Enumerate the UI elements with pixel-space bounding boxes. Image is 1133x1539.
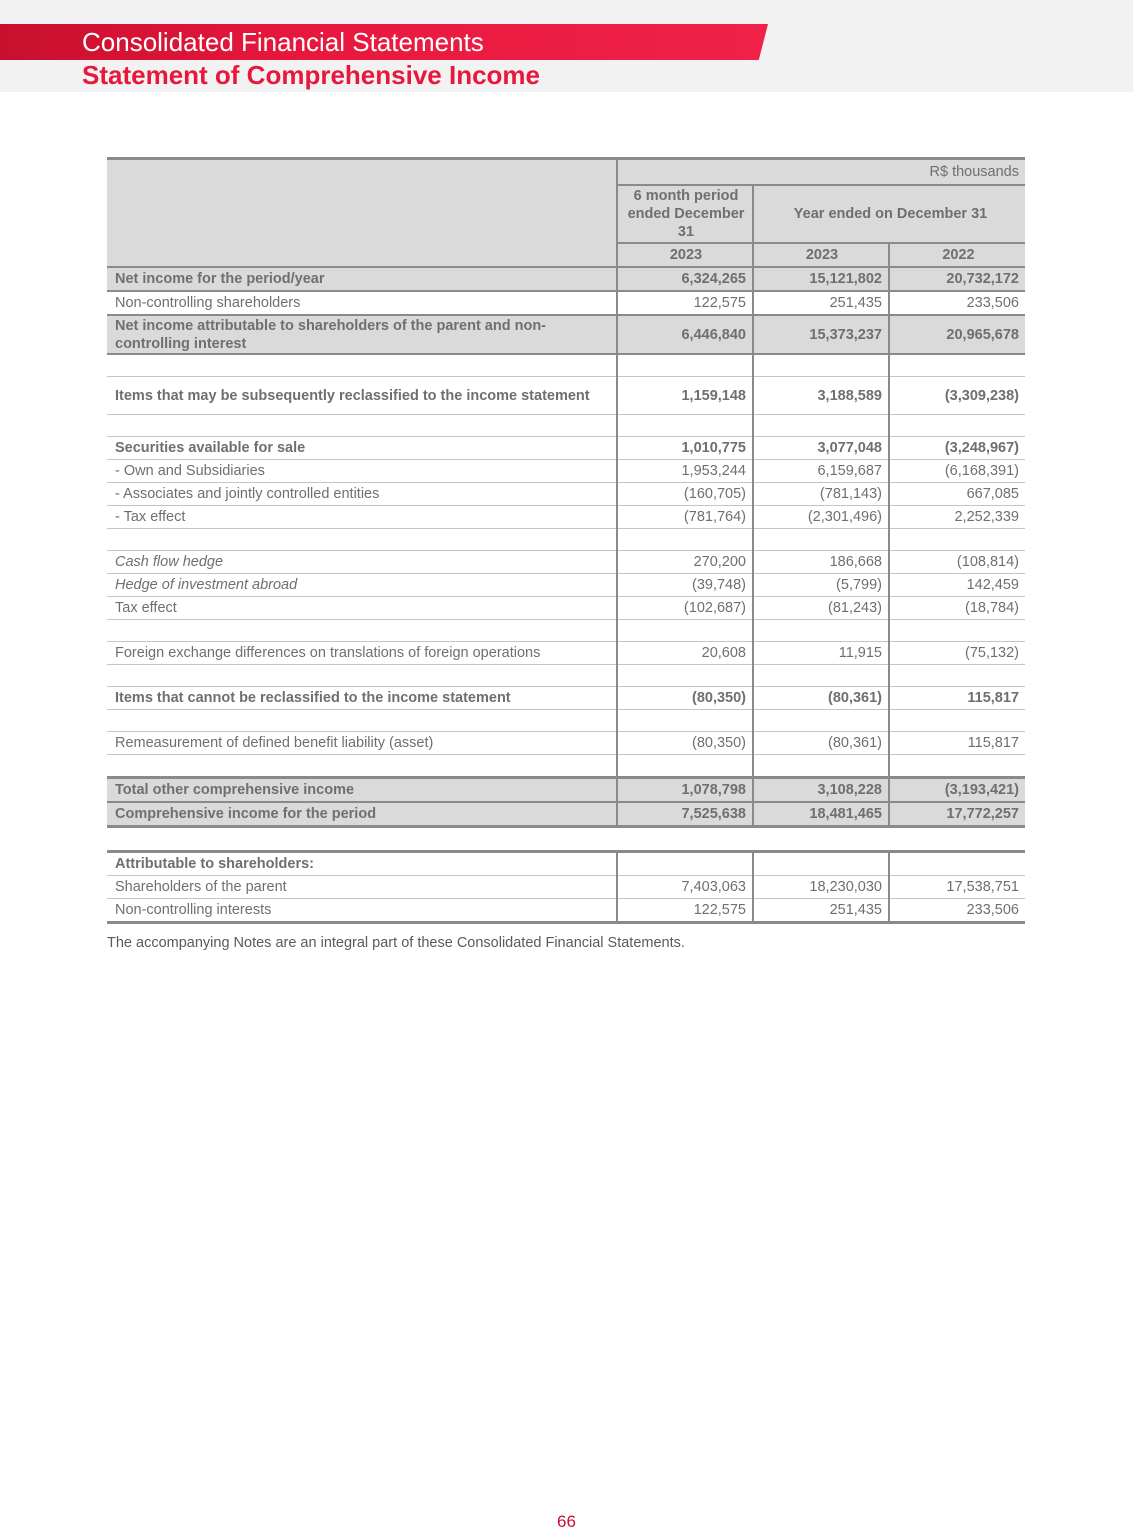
row-label: Net income for the period/year bbox=[107, 267, 617, 291]
cell-value: (781,764) bbox=[617, 506, 753, 529]
cell-value bbox=[889, 852, 1025, 876]
row-label: Shareholders of the parent bbox=[107, 876, 617, 899]
cell-value: 6,324,265 bbox=[617, 267, 753, 291]
cell-value: 1,159,148 bbox=[617, 377, 753, 415]
cell-value: 18,481,465 bbox=[753, 802, 889, 827]
cell-value: 17,538,751 bbox=[889, 876, 1025, 899]
cell-value: 270,200 bbox=[617, 551, 753, 574]
cell-value: 11,915 bbox=[753, 642, 889, 665]
col-header-6-month: 6 month period ended December 31 bbox=[617, 185, 753, 243]
cell-value: (108,814) bbox=[889, 551, 1025, 574]
row-label: Net income attributable to shareholders of the parent and non-controlling interest bbox=[107, 315, 617, 354]
spacer-row bbox=[107, 529, 1025, 551]
cell-value: (2,301,496) bbox=[753, 506, 889, 529]
unit-label: R$ thousands bbox=[617, 159, 1025, 186]
cell-value: 20,608 bbox=[617, 642, 753, 665]
cell-value: 122,575 bbox=[617, 899, 753, 923]
cell-value: 1,078,798 bbox=[617, 778, 753, 803]
cell-value: (18,784) bbox=[889, 597, 1025, 620]
cell-value: 20,965,678 bbox=[889, 315, 1025, 354]
row-label: Items that cannot be reclassified to the income statement bbox=[107, 687, 617, 710]
gap-row bbox=[107, 827, 1025, 852]
col-year-1: 2023 bbox=[617, 243, 753, 267]
cell-value bbox=[617, 852, 753, 876]
table-row bbox=[107, 483, 1025, 506]
cell-value: 1,010,775 bbox=[617, 437, 753, 460]
cell-value: 3,108,228 bbox=[753, 778, 889, 803]
row-label: Comprehensive income for the period bbox=[107, 802, 617, 827]
table-row bbox=[107, 642, 1025, 665]
col-year-2: 2023 bbox=[753, 243, 889, 267]
cell-value: (3,193,421) bbox=[889, 778, 1025, 803]
table-row bbox=[107, 460, 1025, 483]
cell-value: 233,506 bbox=[889, 899, 1025, 923]
row-label: Cash flow hedge bbox=[107, 551, 617, 574]
row-label: Hedge of investment abroad bbox=[107, 574, 617, 597]
cell-value: (160,705) bbox=[617, 483, 753, 506]
cell-value: (80,361) bbox=[753, 687, 889, 710]
cell-value: (3,248,967) bbox=[889, 437, 1025, 460]
table-row bbox=[107, 899, 1025, 923]
row-label: Foreign exchange differences on translations of foreign operations bbox=[107, 642, 617, 665]
cell-value: (781,143) bbox=[753, 483, 889, 506]
cell-value: 251,435 bbox=[753, 899, 889, 923]
cell-value: 1,953,244 bbox=[617, 460, 753, 483]
cell-value: (102,687) bbox=[617, 597, 753, 620]
row-label: Items that may be subsequently reclassified to the income statement bbox=[107, 377, 617, 415]
cell-value: 122,575 bbox=[617, 291, 753, 315]
cell-value: (5,799) bbox=[753, 574, 889, 597]
table-row bbox=[107, 291, 1025, 315]
footnote: The accompanying Notes are an integral part of these Consolidated Financial Statements. bbox=[107, 935, 685, 951]
cell-value: 7,525,638 bbox=[617, 802, 753, 827]
row-label: Securities available for sale bbox=[107, 437, 617, 460]
cell-value: (39,748) bbox=[617, 574, 753, 597]
spacer-row bbox=[107, 415, 1025, 437]
cell-value: 2,252,339 bbox=[889, 506, 1025, 529]
spacer-row bbox=[107, 755, 1025, 778]
row-label: Remeasurement of defined benefit liability (asset) bbox=[107, 732, 617, 755]
cell-value: 6,446,840 bbox=[617, 315, 753, 354]
cell-value: 18,230,030 bbox=[753, 876, 889, 899]
cell-value: 20,732,172 bbox=[889, 267, 1025, 291]
row-label: Tax effect bbox=[107, 597, 617, 620]
cell-value bbox=[753, 852, 889, 876]
row-label: Attributable to shareholders: bbox=[107, 852, 617, 876]
cell-value: 251,435 bbox=[753, 291, 889, 315]
header-blank-cell bbox=[107, 159, 617, 268]
cell-value: 17,772,257 bbox=[889, 802, 1025, 827]
cell-value: (80,350) bbox=[617, 687, 753, 710]
cell-value: (75,132) bbox=[889, 642, 1025, 665]
cell-value: 233,506 bbox=[889, 291, 1025, 315]
table-row bbox=[107, 267, 1025, 291]
table-row bbox=[107, 506, 1025, 529]
table-row bbox=[107, 574, 1025, 597]
cell-value: 3,188,589 bbox=[753, 377, 889, 415]
cell-value: 15,121,802 bbox=[753, 267, 889, 291]
page-title: Statement of Comprehensive Income bbox=[82, 60, 540, 90]
table-row bbox=[107, 377, 1025, 415]
table-row bbox=[107, 802, 1025, 827]
row-label: Non-controlling shareholders bbox=[107, 291, 617, 315]
comprehensive-income-table bbox=[107, 157, 1025, 924]
spacer-row bbox=[107, 620, 1025, 642]
cell-value: 186,668 bbox=[753, 551, 889, 574]
col-header-year-ended: Year ended on December 31 bbox=[753, 185, 1025, 243]
spacer-row bbox=[107, 665, 1025, 687]
table-row bbox=[107, 597, 1025, 620]
table-row bbox=[107, 778, 1025, 803]
col-year-3: 2022 bbox=[889, 243, 1025, 267]
row-label: Non-controlling interests bbox=[107, 899, 617, 923]
row-label: - Tax effect bbox=[107, 506, 617, 529]
table-row bbox=[107, 437, 1025, 460]
cell-value: 3,077,048 bbox=[753, 437, 889, 460]
cell-value: (6,168,391) bbox=[889, 460, 1025, 483]
cell-value: 7,403,063 bbox=[617, 876, 753, 899]
page-number: 66 bbox=[557, 1512, 576, 1531]
row-label: - Associates and jointly controlled entities bbox=[107, 483, 617, 506]
table-row bbox=[107, 876, 1025, 899]
spacer-row bbox=[107, 354, 1025, 377]
cell-value: (3,309,238) bbox=[889, 377, 1025, 415]
cell-value: 142,459 bbox=[889, 574, 1025, 597]
cell-value: (81,243) bbox=[753, 597, 889, 620]
table-row bbox=[107, 687, 1025, 710]
table-row bbox=[107, 852, 1025, 876]
table-row bbox=[107, 315, 1025, 354]
spacer-row bbox=[107, 710, 1025, 732]
cell-value: 6,159,687 bbox=[753, 460, 889, 483]
cell-value: 667,085 bbox=[889, 483, 1025, 506]
cell-value: (80,350) bbox=[617, 732, 753, 755]
section-title: Consolidated Financial Statements bbox=[82, 27, 484, 57]
row-label: - Own and Subsidiaries bbox=[107, 460, 617, 483]
cell-value: 115,817 bbox=[889, 687, 1025, 710]
cell-value: (80,361) bbox=[753, 732, 889, 755]
table-row bbox=[107, 551, 1025, 574]
cell-value: 15,373,237 bbox=[753, 315, 889, 354]
table-row bbox=[107, 732, 1025, 755]
row-label: Total other comprehensive income bbox=[107, 778, 617, 803]
cell-value: 115,817 bbox=[889, 732, 1025, 755]
